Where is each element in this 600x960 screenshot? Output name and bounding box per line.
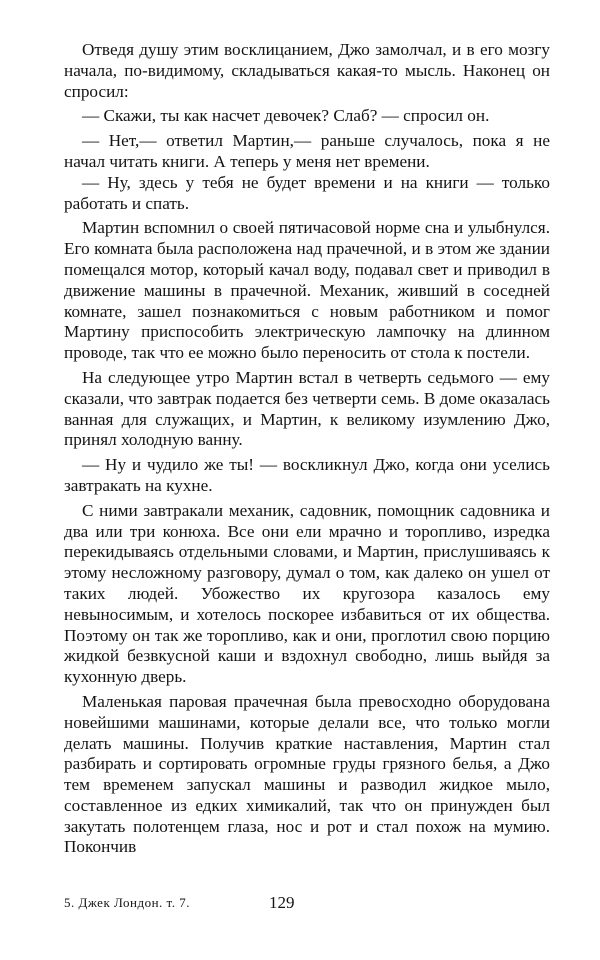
paragraph-1: Отведя душу этим восклицанием, Джо замолчал, и в его мозгу начала, по-видимому, складываться какая-то мысль. Наконец он спросил: (64, 40, 550, 101)
paragraph-3: — Нет,— ответил Мартин,— раньше случалось, пока я не начал читать книги. А теперь у меня нет времени. (64, 131, 550, 171)
paragraph-7: — Ну и чудило же ты! — воскликнул Джо, когда они уселись завтракать на кухне. (64, 455, 550, 495)
paragraph-6: На следующее утро Мартин встал в четверть седьмого — ему сказали, что завтрак подается без четверти семь. В доме оказалась ванная для служащих, и Мартин, к великому изумлению Джо, принял холодную ванну. (64, 367, 550, 450)
paragraph-8: С ними завтракали механик, садовник, помощник садовника и два или три конюха. Все они ели мрачно и торопливо, изредка перекидываясь отдельными словами, и Мартин, прислушиваясь к этому несложному разговору, думал о том, как далеко он ушел от таких людей. Убожество их кругозора казалось ему невыносимым, и хотелось поскорее избавиться от их общества. Поэтому он так же торопливо, как и они, проглотил свою порцию жидкой безвкусной каши и вздохнул свободно, лишь выйдя за кухонную дверь. (64, 500, 550, 687)
paragraph-9: Маленькая паровая прачечная была превосходно оборудована новейшими машинами, которые делали все, что только могли делать машины. Получив краткие наставления, Мартин стал разбирать и сортировать огромные груды грязного белья, а Джо тем временем запускал машины и разводил жидкое мыло, составленное из едких химикалий, так что он принужден был закутать полотенцем глаза, нос и рот и стал похож на мумию. Покончив (64, 691, 550, 857)
page-number: 129 (269, 893, 295, 912)
page-text-block (64, 40, 550, 858)
paragraph-5: Мартин вспомнил о своей пятичасовой норме сна и улыбнулся. Его комната была расположена над прачечной, и в этом же здании помещался мотор, который качал воду, подавал свет и приводил в движение машины в прачечной. Механик, живший в соседней комнате, зашел познакомиться с новым работником и помог Мартину приспособить электрическую лампочку на длинном проводе, так что ее можно было переносить от стола к постели. (64, 218, 550, 363)
page-footer (64, 893, 550, 915)
paragraph-2: — Скажи, ты как насчет девочек? Слаб? — спросил он. (82, 106, 490, 126)
paragraph-4: — Ну, здесь у тебя не будет времени и на книги — только работать и спать. (64, 172, 550, 213)
printer-signature: 5. Джек Лондон. т. 7. (64, 895, 190, 910)
